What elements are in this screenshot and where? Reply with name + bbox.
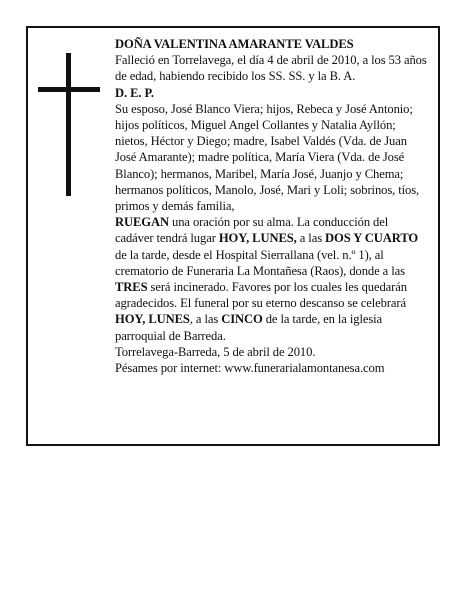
death-details: Falleció en Torrelavega, el día 4 de abril de 2010, a los 53 años de edad, habiendo recibido los SS. SS. y la B. A. <box>115 53 427 84</box>
cremation-time: TRES <box>115 280 148 295</box>
deceased-name: DOÑA VALENTINA AMARANTE VALDES <box>115 37 354 51</box>
condolences-line: Pésames por internet: www.funerarialamontanesa.com <box>115 361 385 376</box>
dep-line: D. E. P. <box>115 85 154 100</box>
day-emphasis: HOY, LUNES, <box>218 231 297 246</box>
ruegan-word: RUEGAN <box>115 215 169 230</box>
cross-icon <box>66 53 71 196</box>
funeral-time: CINCO <box>221 312 263 327</box>
place-date: Torrelavega-Barreda, 5 de abril de 2010. <box>115 344 316 359</box>
time-emphasis: DOS Y CUARTO <box>325 231 419 246</box>
funeral-details: RUEGAN una oración por su alma. La conducción del cadáver tendrá lugar HOY, LUNES, a las DOS Y CUARTO de la tarde, desde el Hospital Sierrallana (vel. n.º 1), al crematorio de Funeraria La Montañesa (Raos), donde a las TRES será incinerado. Favores por los cuales les quedarán agradecidos. El funeral por su eterno descanso se celebrará HOY, LUNES, a las CINCO de la tarde, en la iglesia parroquial de Barreda. <box>115 215 419 343</box>
cross-icon-bar <box>38 87 100 92</box>
funeral-day: HOY, LUNES <box>115 312 190 327</box>
obituary-text <box>115 36 429 376</box>
family-list: Su esposo, José Blanco Viera; hijos, Rebeca y José Antonio; hijos políticos, Miguel Angel Collantes y Natalia Ayllón; nietos, Héctor y Diego; madre, Isabel Valdés (Vda. de Juan José Amarante); madre política, María Viera (Vda. de José Blanco); hermanos, Maribel, María José, Juanjo y Chema; hermanos políticos, Manolo, José, Mari y Loli; sobrinos, tíos, primos y demás familia, <box>115 101 420 214</box>
